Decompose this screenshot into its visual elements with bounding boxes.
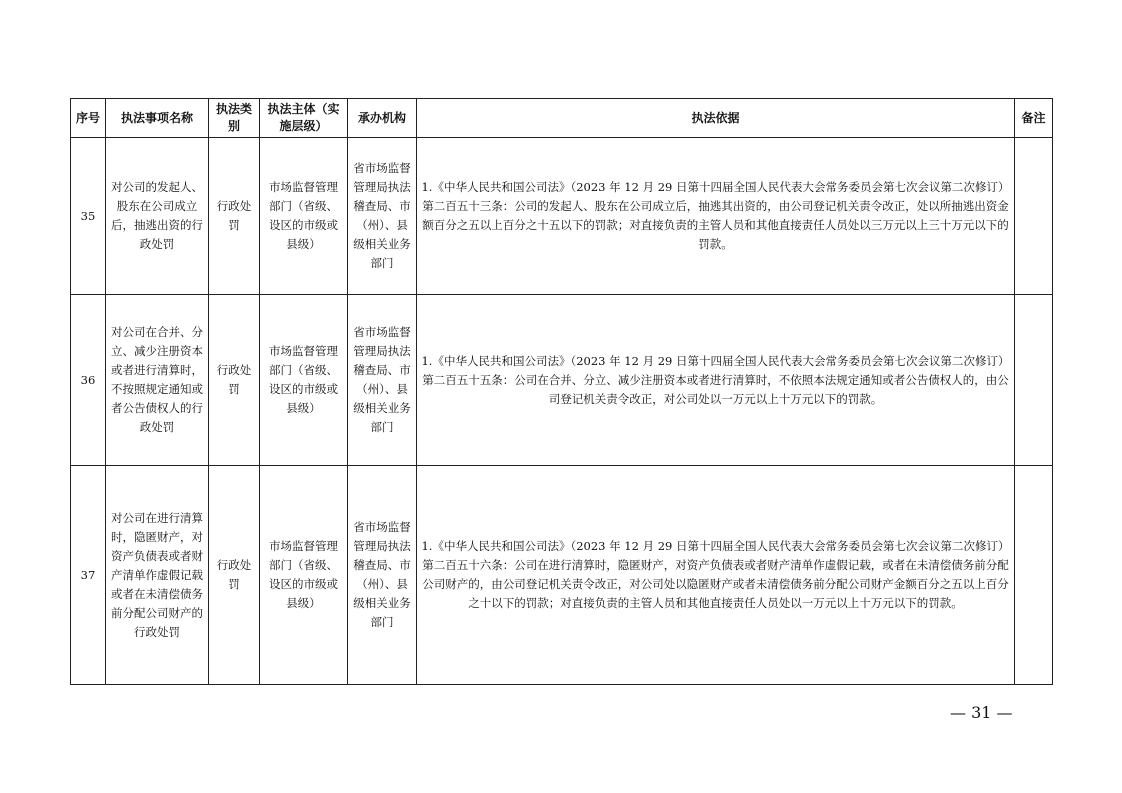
row-remark xyxy=(1015,466,1053,685)
header-remark: 备注 xyxy=(1015,99,1053,138)
header-basis: 执法依据 xyxy=(417,99,1015,138)
row-basis: 1.《中华人民共和国公司法》（2023 年 12 月 29 日第十四届全国人民代表大会常务委员会第七次会议第二次修订）第二百五十六条：公司在进行清算时，隐匿财产，对资产负债表或者财产清单作虚假记载，或者在未清偿债务前分配公司财产的，由公司登记机关责令改正，对公司处以隐匿财产或者未清偿债务前分配公司财产金额百分之五以上百分之十以下的罚款；对直接负责的主管人员和其他直接责任人员处以一万元以上十万元以下的罚款。 xyxy=(417,466,1015,685)
row-category: 行政处罚 xyxy=(209,295,260,466)
row-agency: 省市场监督管理局执法稽查局、市（州）、县级相关业务部门 xyxy=(348,295,417,466)
row-agency: 省市场监督管理局执法稽查局、市（州）、县级相关业务部门 xyxy=(348,466,417,685)
row-category: 行政处罚 xyxy=(209,466,260,685)
row-basis: 1.《中华人民共和国公司法》（2023 年 12 月 29 日第十四届全国人民代表大会常务委员会第七次会议第二次修订）第二百五十五条：公司在合并、分立、减少注册资本或者进行清算时，不依照本法规定通知或者公告债权人的，由公司登记机关责令改正，对公司处以一万元以上十万元以下的罚款。 xyxy=(417,295,1015,466)
row-seq: 37 xyxy=(71,466,106,685)
row-item-name: 对公司在合并、分立、减少注册资本或者进行清算时，不按照规定通知或者公告债权人的行政处罚 xyxy=(106,295,209,466)
header-item-name: 执法事项名称 xyxy=(106,99,209,138)
row-subject: 市场监督管理部门（省级、设区的市级或县级） xyxy=(260,138,348,295)
enforcement-table xyxy=(70,98,1053,685)
row-seq: 35 xyxy=(71,138,106,295)
table-row xyxy=(71,295,1053,466)
row-subject: 市场监督管理部门（省级、设区的市级或县级） xyxy=(260,295,348,466)
table-row xyxy=(71,138,1053,295)
row-category: 行政处罚 xyxy=(209,138,260,295)
table-header-row xyxy=(71,99,1053,138)
header-seq: 序号 xyxy=(71,99,106,138)
page-number: — 31 — xyxy=(950,703,1013,722)
row-remark xyxy=(1015,295,1053,466)
row-item-name: 对公司在进行清算时，隐匿财产，对资产负债表或者财产清单作虚假记载或者在未清偿债务前分配公司财产的行政处罚 xyxy=(106,466,209,685)
table-row xyxy=(71,466,1053,685)
header-subject: 执法主体（实施层级） xyxy=(260,99,348,138)
row-subject: 市场监督管理部门（省级、设区的市级或县级） xyxy=(260,466,348,685)
row-seq: 36 xyxy=(71,295,106,466)
row-agency: 省市场监督管理局执法稽查局、市（州）、县级相关业务部门 xyxy=(348,138,417,295)
row-remark xyxy=(1015,138,1053,295)
row-item-name: 对公司的发起人、股东在公司成立后，抽逃出资的行政处罚 xyxy=(106,138,209,295)
header-agency: 承办机构 xyxy=(348,99,417,138)
header-category: 执法类别 xyxy=(209,99,260,138)
row-basis: 1.《中华人民共和国公司法》（2023 年 12 月 29 日第十四届全国人民代表大会常务委员会第七次会议第二次修订）第二百五十三条：公司的发起人、股东在公司成立后，抽逃其出资的，由公司登记机关责令改正，处以所抽逃出资金额百分之五以上百分之十五以下的罚款；对直接负责的主管人员和其他直接责任人员处以三万元以上三十万元以下的罚款。 xyxy=(417,138,1015,295)
